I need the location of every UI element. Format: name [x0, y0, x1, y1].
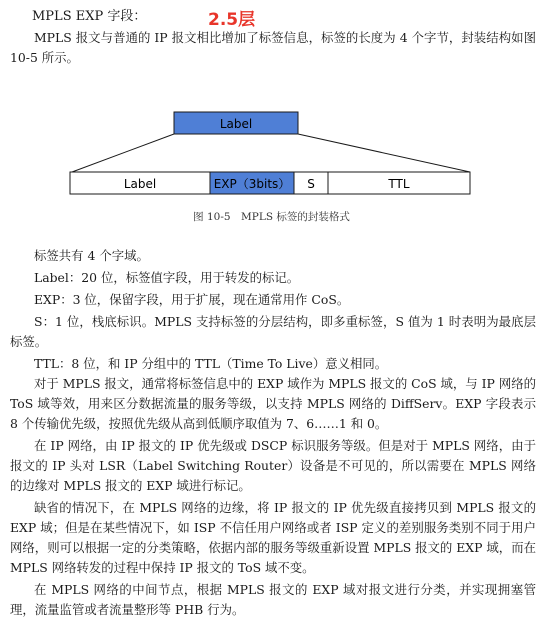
- cos-paragraph: 对于 MPLS 报文，通常将标签信息中的 EXP 域作为 MPLS 报文的 CoS 域，与 IP 网络的 ToS 域等效，用来区分数据流量的服务等级，以支持 MPLS 网络的 DiffServ。EXP 字段表示 8 个传输优先级，按照优先级从高到低顺序取值为 7、6……1 和 0。: [10, 376, 536, 431]
- layer-annotation: 2.5层: [208, 10, 256, 30]
- s-field-desc: S：1 位，栈底标识。MPLS 支持标签的分层结构，即多重标签，S 值为 1 时表明为最底层标签。: [10, 314, 536, 349]
- mpls-label-diagram: [0, 100, 543, 200]
- field-s-text: S: [307, 177, 315, 191]
- field-exp-text: EXP（3bits）: [213, 177, 291, 191]
- default-marking-paragraph: 缺省的情况下，在 MPLS 网络的边缘，将 IP 报文的 IP 优先级直接拷贝到 MPLS 报文的 EXP 域；但是在某些情况下，如 ISP 不信任用户网络或者 ISP 定义的差别服务类别不同于用户网络，则可以根据一定的分类策略，依据内部的服务等级重新设置 MPLS 报文的 EXP 域，而在 MPLS 网络转发的过程中保持 IP 报文的 ToS 域不变。: [10, 500, 536, 575]
- expand-line-left: [72, 134, 174, 172]
- expand-line-right: [298, 134, 470, 172]
- exp-field-desc: EXP：3 位，保留字段，用于扩展，现在通常用作 CoS。: [34, 292, 350, 307]
- label-block-top-text: Label: [219, 117, 253, 131]
- field-label-text: Label: [123, 177, 157, 191]
- section-heading: MPLS EXP 字段：: [32, 9, 147, 24]
- label-field-desc: Label：20 位，标签值字段，用于转发的标记。: [34, 270, 300, 285]
- lsr-paragraph: 在 IP 网络，由 IP 报文的 IP 优先级或 DSCP 标识服务等级。但是对于 MPLS 网络，由于报文的 IP 头对 LSR（Label Switching Router）设备是不可见的，所以需要在 MPLS 网络的边缘对 MPLS 报文的 EXP 域进行标记。: [10, 438, 536, 493]
- figure-caption: 图 10-5 MPLS 标签的封装格式: [193, 211, 350, 223]
- ttl-field-desc: TTL：8 位，和 IP 分组中的 TTL（Time To Live）意义相同。: [34, 356, 388, 371]
- fields-count-line: 标签共有 4 个字域。: [34, 248, 149, 263]
- field-ttl-text: TTL: [388, 177, 410, 191]
- middle-node-paragraph: 在 MPLS 网络的中间节点，根据 MPLS 报文的 EXP 域对报文进行分类，并实现拥塞管理，流量监管或者流量整形等 PHB 行为。: [10, 582, 536, 617]
- intro-paragraph: MPLS 报文与普通的 IP 报文相比增加了标签信息，标签的长度为 4 个字节，封装结构如图 10-5 所示。: [10, 30, 536, 65]
